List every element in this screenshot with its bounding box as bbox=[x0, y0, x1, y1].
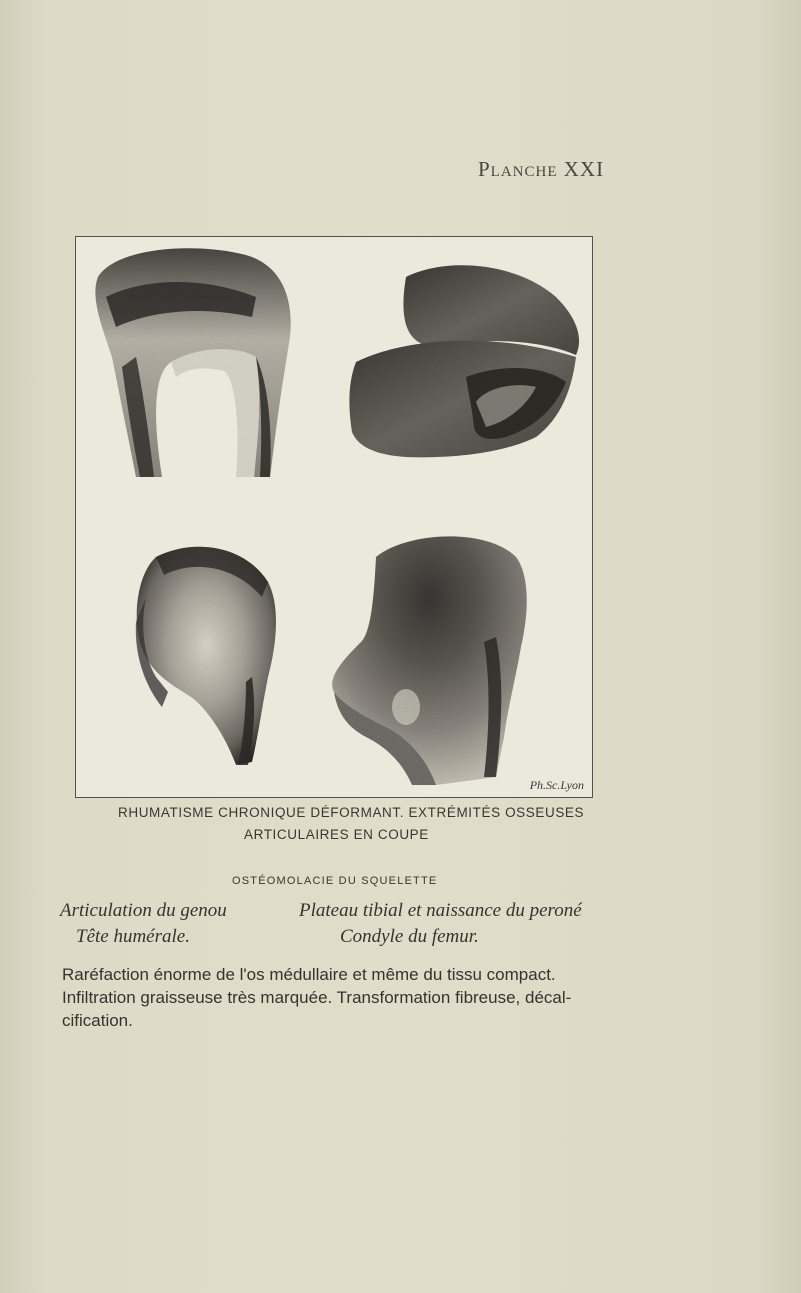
femoral-condyle-specimen bbox=[332, 536, 527, 785]
tibial-plateau-specimen bbox=[349, 265, 579, 457]
caption-subtitle: OSTÉOMOLACIE DU SQUELETTE bbox=[232, 875, 438, 887]
knee-joint-specimen bbox=[95, 248, 290, 477]
caption-title-line1: RHUMATISME CHRONIQUE DÉFORMANT. EXTRÉMITÉS OSSEUSES bbox=[118, 805, 585, 820]
description bbox=[62, 963, 642, 1032]
plate-figure bbox=[75, 236, 593, 798]
label-bottom-left: Tête humérale. bbox=[76, 926, 190, 947]
label-top-left: Articulation du genou bbox=[60, 900, 227, 921]
description-line-2: Infiltration graisseuse très marquée. Transformation fibreuse, décal- bbox=[62, 988, 572, 1007]
humeral-head-specimen bbox=[136, 547, 276, 765]
description-line-3: cification. bbox=[62, 1011, 133, 1030]
label-bottom-right: Condyle du femur. bbox=[340, 926, 479, 947]
plate-number: Planche XXI bbox=[478, 157, 605, 181]
label-top-right: Plateau tibial et naissance du peroné bbox=[299, 900, 582, 921]
engraver-mark: Ph.Sc.Lyon bbox=[529, 778, 584, 792]
specimen-photographs bbox=[76, 237, 592, 797]
description-line-1: Raréfaction énorme de l'os médullaire et même du tissu compact. bbox=[62, 965, 556, 984]
caption-title-line2: ARTICULAIRES EN COUPE bbox=[244, 827, 429, 842]
